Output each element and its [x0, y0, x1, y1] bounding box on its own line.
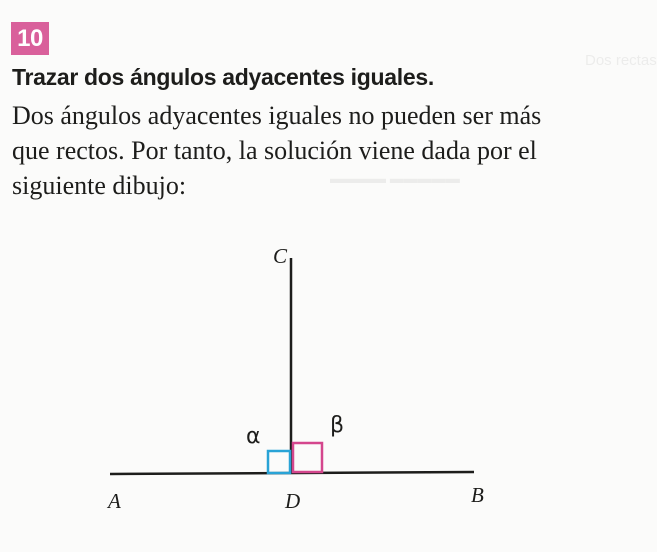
- point-label-c: C: [273, 244, 288, 268]
- bleed-text-2: ▬▬▬▬ ▬▬▬▬▬: [330, 170, 460, 186]
- point-label-b: B: [471, 483, 484, 507]
- explanation-line-3: siguiente dibujo:: [12, 171, 187, 200]
- exercise-title: Trazar dos ángulos adyacentes iguales.: [12, 64, 434, 90]
- right-angle-marker-alpha: [268, 451, 290, 473]
- point-label-d: D: [285, 489, 301, 513]
- point-label-a: A: [108, 489, 121, 513]
- angle-label-beta: β: [330, 413, 345, 438]
- angle-label-alpha: α: [246, 424, 261, 449]
- explanation-line-1: Dos ángulos adyacentes iguales no pueden ser más: [12, 101, 542, 130]
- explanation-line-2: que rectos. Por tanto, la solución viene dada por el: [12, 136, 537, 165]
- bleed-text-1: Dos rectas: [585, 52, 657, 69]
- exercise-number-badge: 10: [11, 22, 49, 55]
- right-angle-marker-beta: [293, 443, 322, 472]
